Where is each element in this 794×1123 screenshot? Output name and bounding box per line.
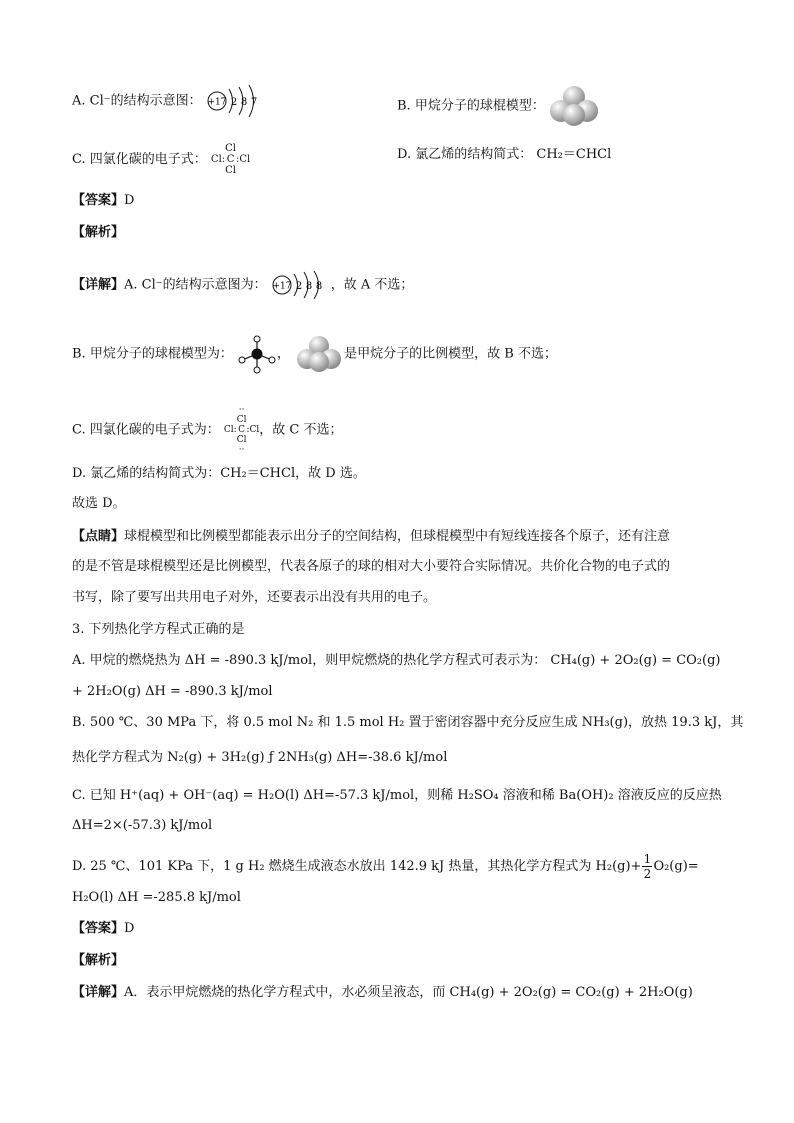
nucleus-charge: +17 (207, 97, 227, 108)
methane-space-filling-model-image (294, 334, 344, 374)
h-atom-front (563, 104, 585, 126)
h-atom (254, 336, 260, 342)
c-atom (251, 349, 262, 360)
detail-c: C. 四氯化碳的电子式为： ·· Cl Cl : C : Cl Cl ·· ，故 C 不选； (72, 405, 343, 455)
q3-option-a-line-1: A. 甲烷的燃烧热为 ΔH = -890.3 kJ/mol，则甲烷燃烧的热化学方程式可表示为： CH₄(g) + 2O₂(g) = CO₂(g) (72, 653, 721, 668)
detail-a: 【详解】A. Cl⁻的结构示意图为： +17 2 8 8 ，故 A 不选； (72, 270, 413, 300)
q2-analysis: 【解析】 (72, 225, 125, 240)
q3-option-d-line-1: D. 25 ℃、101 KPa 下，1 g H₂ 燃烧生成液态水放出 142.9 kJ 热量，其热化学方程式为 H₂(g)+ $\frac{1}{2}$ O₂(g)= (72, 852, 699, 881)
ccl4-full-electron-formula: ·· Cl Cl : C : Cl Cl ·· (223, 405, 260, 455)
comment-tag: 【点睛】 (72, 529, 125, 544)
h-atom (269, 357, 275, 363)
option-c-text: 四氯化碳的电子式： (89, 152, 207, 167)
q3-option-d-line-2: H₂O(l) ΔH =-285.8 kJ/mol (72, 890, 241, 905)
option-a-text: Cl⁻的结构示意图： (89, 93, 202, 109)
detail-d: D. 氯乙烯的结构简式为：CH₂＝CHCl，故 D 选。 (72, 466, 366, 481)
methane-space-filling-model-image (549, 84, 599, 128)
fraction-one-half: $\frac{1}{2}$ (643, 852, 652, 881)
option-b: B. 甲烷分子的球棍模型： (397, 84, 599, 128)
option-c: C. 四氯化碳的电子式： Cl Cl : C : Cl Cl (72, 143, 251, 176)
option-d-text: 氯乙烯的结构简式： (415, 147, 533, 162)
shell-electrons-1: 2 (295, 281, 302, 292)
q3-detail: 【详解】A．表示甲烷燃烧的热化学方程式中，水必须呈液态，而 CH₄(g) + 2O₂(g) = CO₂(g) + 2H₂O(g) (72, 985, 693, 1000)
h-atom-front (309, 352, 329, 372)
option-d-formula: CH₂＝CHCl (536, 147, 612, 162)
answer-tag: 【答案】 (72, 921, 125, 936)
cl-ion-structure-diagram (206, 84, 266, 118)
methane-ball-stick-model-image (237, 334, 277, 374)
q3-option-c-line-2: ΔH=2×(-57.3) kJ/mol (72, 818, 213, 833)
detail-b: B. 甲烷分子的球棍模型为： ， 是甲烷分子的比例模型，故 B 不选； (72, 334, 557, 374)
comment-line-1: 【点睛】球棍模型和比例模型都能表示出分子的空间结构，但球棍模型中有短线连接各个原子，还有注意 (72, 529, 671, 544)
shell-electrons-3: 7 (250, 97, 257, 108)
answer-tag: 【答案】 (72, 193, 125, 208)
answer-value: D (124, 193, 135, 208)
comment-line-2: 的是不管是球棍模型还是比例模型，代表各原子的球的相对大小要符合实际情况。共价化合物的电子式的 (72, 559, 671, 574)
detail-tag: 【详解】 (72, 277, 125, 293)
detail-tag: 【详解】 (72, 985, 125, 1000)
option-a: A. Cl⁻的结构示意图： +17 2 8 7 (72, 84, 266, 118)
q3-option-b-line-1: B. 500 ℃、30 MPa 下，将 0.5 mol N₂ 和 1.5 mol H₂ 置于密闭容器中充分反应生成 NH₃(g)，放热 19.3 kJ，其 (72, 715, 744, 730)
shell-electrons-2: 8 (305, 281, 312, 292)
q3-stem: 3. 下列热化学方程式正确的是 (72, 622, 245, 637)
nucleus-charge: +17 (272, 281, 292, 292)
option-b-text: 甲烷分子的球棍模型： (414, 98, 545, 114)
q3-option-a-line-2: + 2H₂O(g) ΔH = -890.3 kJ/mol (72, 684, 273, 699)
ccl4-electron-formula: Cl Cl : C : Cl Cl (210, 143, 251, 176)
option-d: D. 氯乙烯的结构简式： CH₂＝CHCl (397, 147, 612, 162)
shell-electrons-1: 2 (230, 97, 237, 108)
answer-value: D (124, 921, 135, 936)
shell-electrons-3: 8 (315, 281, 322, 292)
h-atom (254, 367, 260, 373)
h-atom (239, 357, 245, 363)
q3-option-b-line-2: 热化学方程式为 N₂(g) + 3H₂(g) ƒ 2NH₃(g) ΔH=-38.6 kJ/mol (72, 750, 448, 765)
q2-answer (72, 192, 134, 210)
cl-ion-structure-diagram-correct (271, 270, 331, 300)
q3-answer (72, 920, 134, 938)
q3-analysis: 【解析】 (72, 953, 125, 968)
detail-conclusion: 故选 D。 (72, 496, 126, 511)
q3-option-c-line-1: C. 已知 H⁺(aq) + OH⁻(aq) = H₂O(l) ΔH=-57.3 kJ/mol，则稀 H₂SO₄ 溶液和稀 Ba(OH)₂ 溶液反应的反应热 (72, 788, 722, 803)
comment-line-3: 书写，除了要写出共用电子对外，还要表示出没有共用的电子。 (72, 590, 437, 605)
shell-electrons-2: 8 (240, 97, 247, 108)
